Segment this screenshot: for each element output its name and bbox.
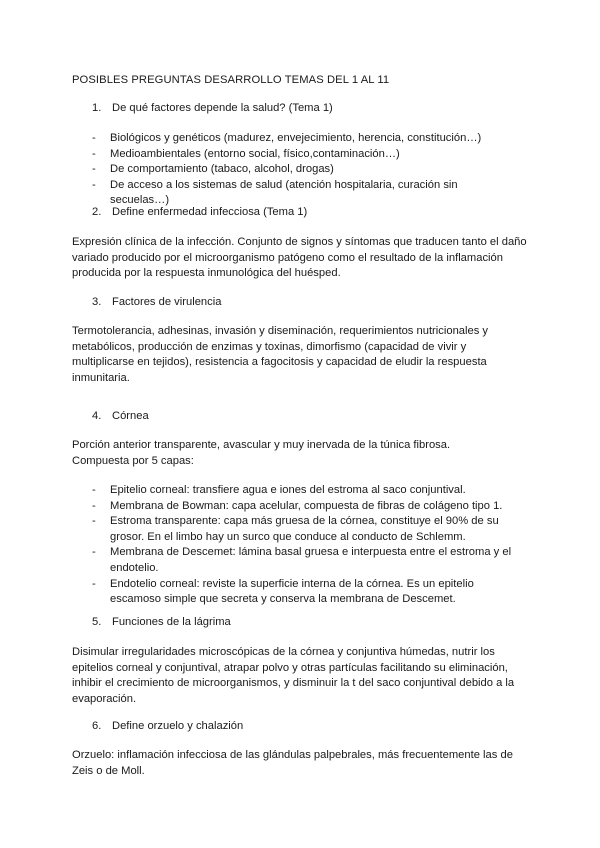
question-5 <box>92 616 231 628</box>
question-text: Define orzuelo y chalazión <box>112 720 244 732</box>
question-2 <box>92 206 307 218</box>
question-4 <box>92 410 149 422</box>
list-item: - Endotelio corneal: reviste la superficie interna de la córnea. Es un epitelio escamoso simple que secreta y conserva la membrana de Descemet. <box>92 577 512 608</box>
health-factors-list <box>92 131 512 209</box>
question-3 <box>92 296 221 308</box>
question-1 <box>92 102 333 114</box>
list-item: - De comportamiento (tabaco, alcohol, drogas) <box>92 162 512 178</box>
list-item: - Medioambientales (entorno social, físico,contaminación…) <box>92 147 512 163</box>
answer-4-intro <box>72 438 528 469</box>
question-6 <box>92 720 243 732</box>
cornea-layers-list <box>92 483 512 608</box>
question-text: Córnea <box>112 410 149 422</box>
list-item: - Biológicos y genéticos (madurez, envejecimiento, herencia, constitución…) <box>92 131 512 147</box>
question-text: Define enfermedad infecciosa (Tema 1) <box>112 206 308 218</box>
list-item: - Membrana de Descemet: lámina basal gruesa e interpuesta entre el estroma y el endotelio. <box>92 545 512 576</box>
question-text: De qué factores depende la salud? (Tema 1) <box>112 102 333 114</box>
answer-5: Disimular irregularidades microscópicas de la córnea y conjuntiva húmedas, nutrir los epitelios corneal y conjuntival, atrapar polvo y otras partículas facilitando su eliminación, inhibir el crecimiento de microorganismos, y disminuir la t del saco conjuntival debido a la evaporación. <box>72 646 515 705</box>
question-number: 5. <box>92 616 102 628</box>
question-number: 2. <box>92 206 102 218</box>
question-number: 3. <box>92 296 102 308</box>
document-title: POSIBLES PREGUNTAS DESARROLLO TEMAS DEL 1 AL 11 <box>72 74 390 86</box>
answer-4-line-2: Compuesta por 5 capas: <box>72 454 194 467</box>
question-text: Factores de virulencia <box>112 296 222 308</box>
list-item: - Epitelio corneal: transfiere agua e iones del estroma al saco conjuntival. <box>92 483 512 499</box>
list-item: - Membrana de Bowman: capa acelular, compuesta de fibras de colágeno tipo 1. <box>92 499 512 515</box>
list-item: - De acceso a los sistemas de salud (atención hospitalaria, curación sin secuelas…) <box>92 178 512 209</box>
answer-2: Expresión clínica de la infección. Conjunto de signos y síntomas que traducen tanto el daño variado producido por el microorganismo patógeno como el resultado de la inflamación producida por la respuesta inmunológica del huésped. <box>72 236 527 279</box>
answer-3: Termotolerancia, adhesinas, invasión y diseminación, requerimientos nutricionales y metabólicos, producción de enzimas y toxinas, dimorfismo (capacidad de vivir y multiplicarse en tejidos), resistencia a fagocitosis y capacidad de eludir la respuesta inmunitaria. <box>72 325 489 384</box>
list-item: - Estroma transparente: capa más gruesa de la córnea, constituye el 90% de su grosor. En el limbo hay un surco que conduce al conducto de Schlemm. <box>92 514 512 545</box>
answer-6: Orzuelo: inflamación infecciosa de las glándulas palpebrales, más frecuentemente las de Zeis o de Moll. <box>72 749 513 777</box>
question-text: Funciones de la lágrima <box>112 616 231 628</box>
question-number: 4. <box>92 410 102 422</box>
answer-4-line-1: Porción anterior transparente, avascular y muy inervada de la túnica fibrosa. <box>72 439 451 451</box>
question-number: 6. <box>92 720 102 732</box>
question-number: 1. <box>92 102 102 114</box>
